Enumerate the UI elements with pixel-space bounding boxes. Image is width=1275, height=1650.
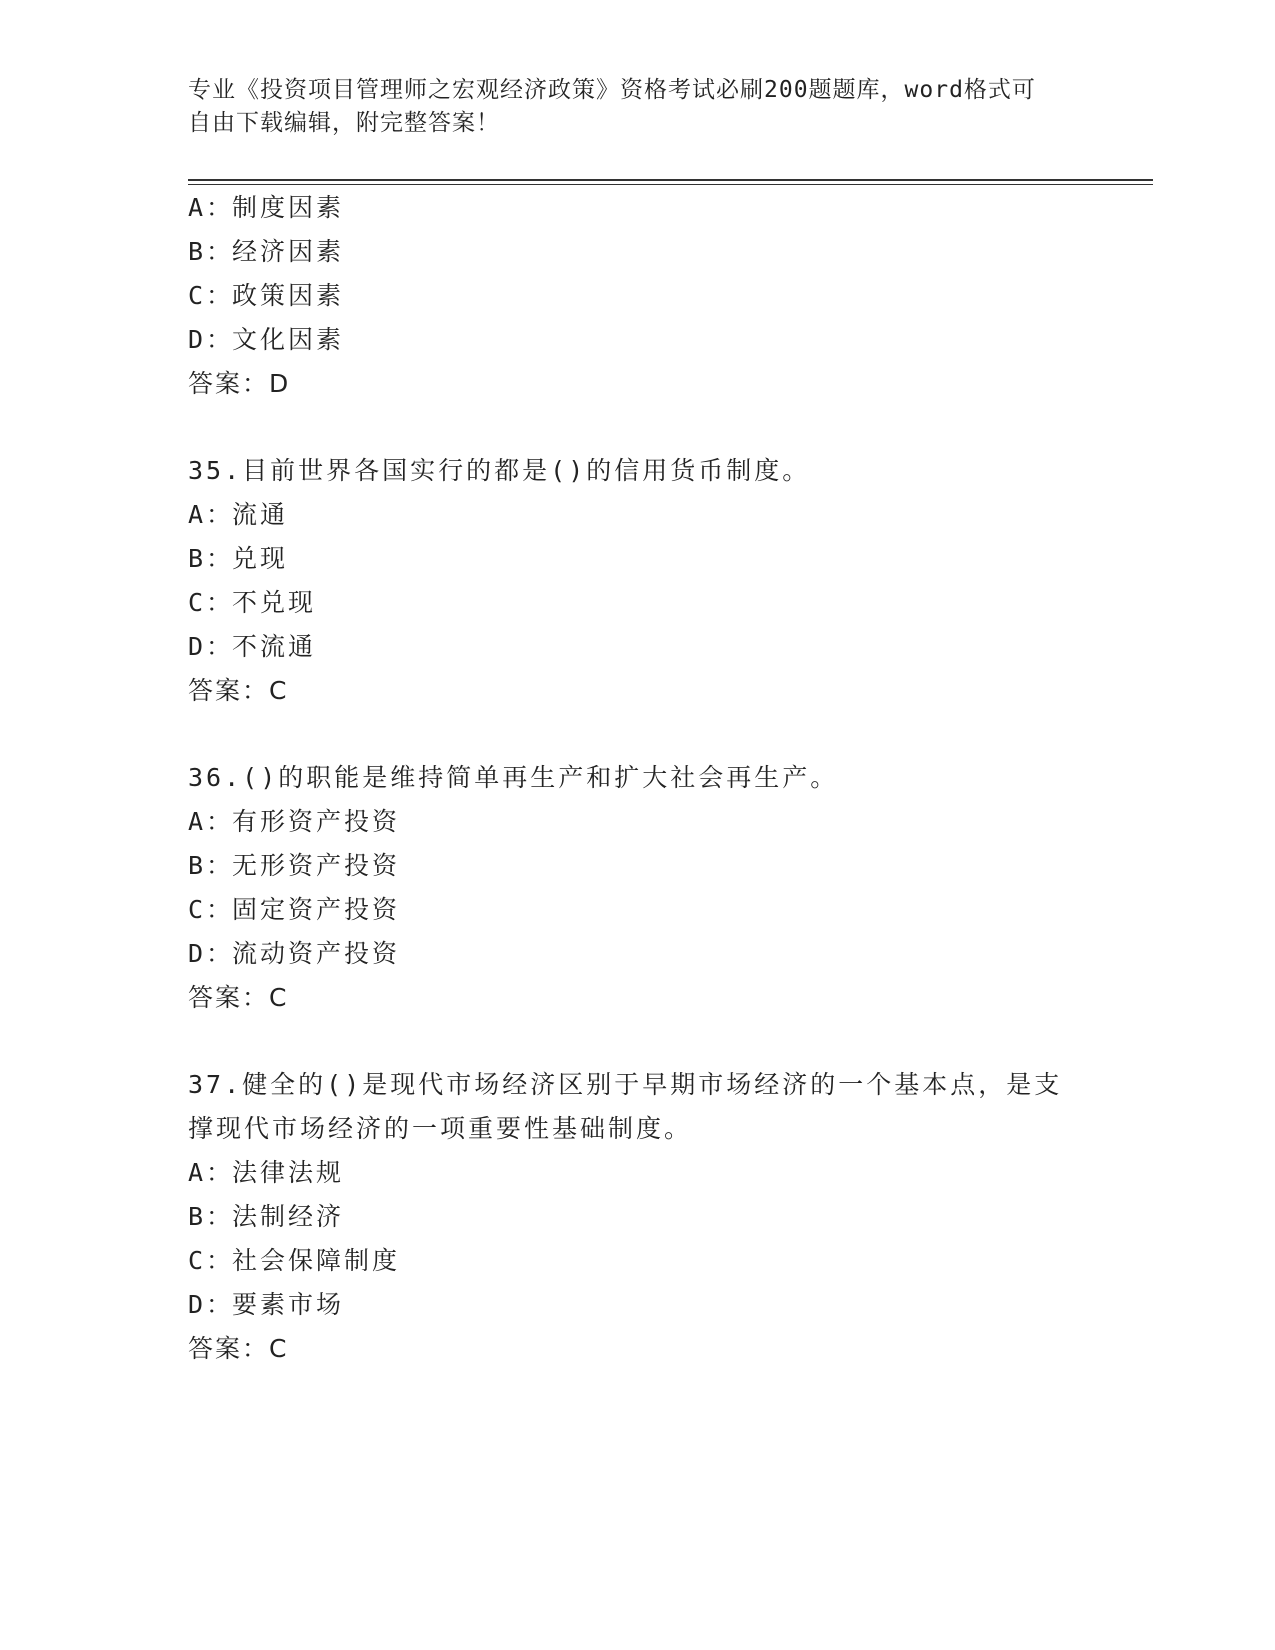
header-line-1: 专业《投资项目管理师之宏观经济政策》资格考试必刷200题题库，word格式可 xyxy=(188,77,1036,103)
answer-line: 答案：D xyxy=(188,369,291,398)
question-stem-continued: 撑现代市场经济的一项重要性基础制度。 xyxy=(188,1114,693,1143)
option-c: C：固定资产投资 xyxy=(188,895,401,924)
answer-line: 答案：C xyxy=(188,983,289,1012)
option-c: C：不兑现 xyxy=(188,588,317,617)
option-c: C：社会保障制度 xyxy=(188,1246,401,1275)
option-b: B：经济因素 xyxy=(188,237,345,266)
question-stem: 37.健全的()是现代市场经济区别于早期市场经济的一个基本点，是支 xyxy=(188,1070,1063,1099)
option-a: A：制度因素 xyxy=(188,193,345,222)
option-a: A：流通 xyxy=(188,500,289,529)
header-divider-thick xyxy=(188,179,1153,181)
header-divider-thin xyxy=(188,184,1153,185)
option-d: D：不流通 xyxy=(188,632,317,661)
option-a: A：法律法规 xyxy=(188,1158,345,1187)
question-stem: 35.目前世界各国实行的都是()的信用货币制度。 xyxy=(188,456,811,485)
header-line-2: 自由下载编辑，附完整答案！ xyxy=(188,110,500,136)
answer-line: 答案：C xyxy=(188,676,289,705)
question-stem: 36.()的职能是维持简单再生产和扩大社会再生产。 xyxy=(188,763,839,792)
option-d: D：文化因素 xyxy=(188,325,345,354)
option-d: D：要素市场 xyxy=(188,1290,345,1319)
option-a: A：有形资产投资 xyxy=(188,807,401,836)
option-b: B：无形资产投资 xyxy=(188,851,401,880)
option-c: C：政策因素 xyxy=(188,281,345,310)
option-b: B：法制经济 xyxy=(188,1202,345,1231)
option-b: B：兑现 xyxy=(188,544,289,573)
option-d: D：流动资产投资 xyxy=(188,939,401,968)
document-header xyxy=(188,74,1088,140)
answer-line: 答案：C xyxy=(188,1334,289,1363)
